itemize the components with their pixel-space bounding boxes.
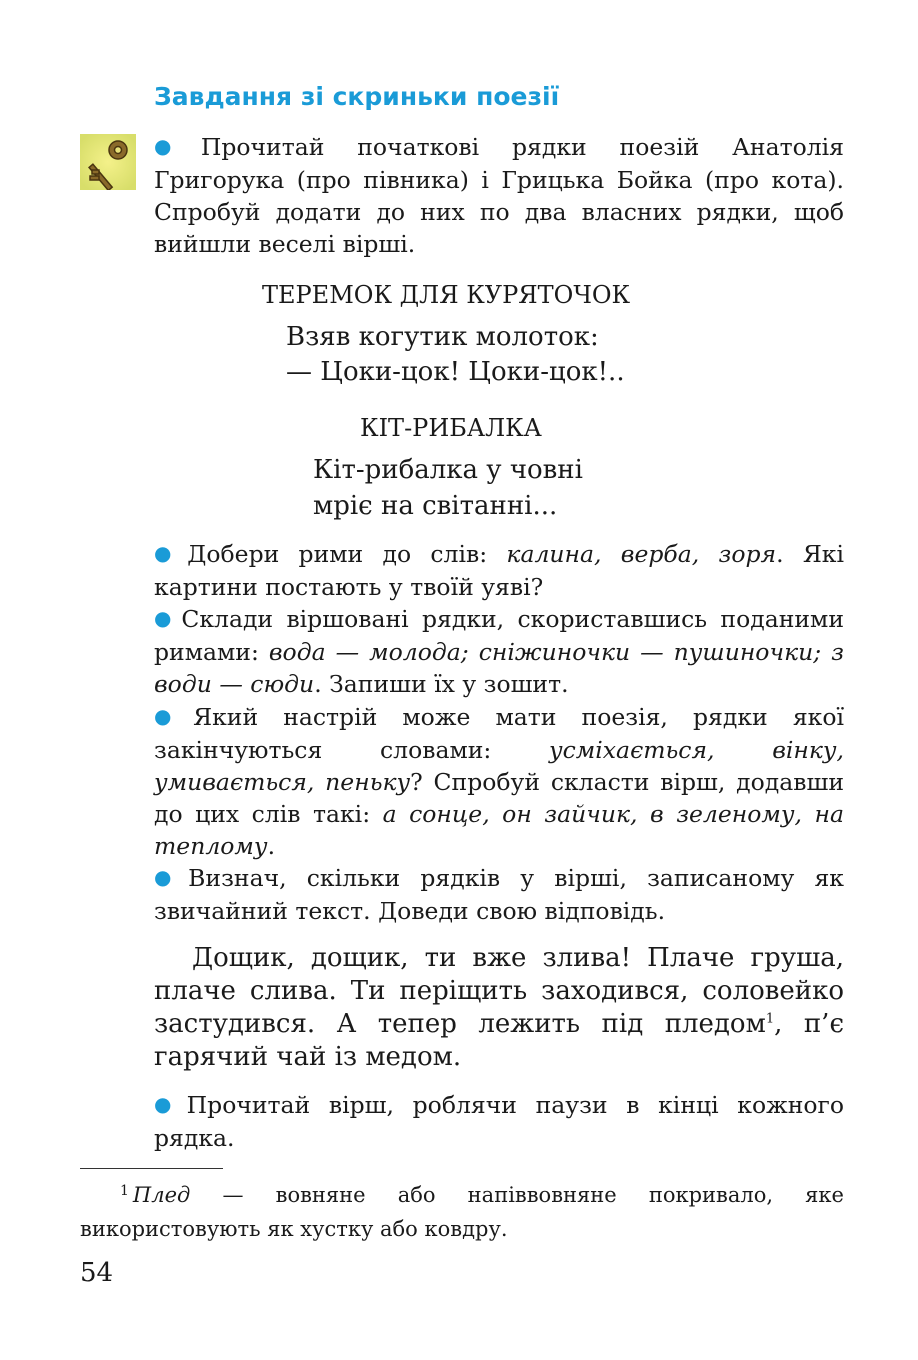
bullet-icon: ●: [154, 606, 178, 630]
prose-poem: Дощик, дощик, ти вже злива! Плаче груша, плаче слива. Ти періщить заходився, соловейко застудився. А тепер лежить під пледом$^1$, п’є гарячий чай із медом.: [154, 943, 845, 1072]
poem-line: Взяв когутик молоток:: [286, 322, 599, 352]
task-read-pauses: ● Прочитай вірш, роблячи паузи в кінці кожного рядка.: [154, 1091, 845, 1152]
poem-title: КІТ-РИБАЛКА: [360, 414, 542, 442]
task-count-lines: ● Визнач, скільки рядків у вірші, записаному як звичайний текст. Доведи свою відповідь.: [154, 864, 844, 925]
poem-title: ТЕРЕМОК ДЛЯ КУРЯТОЧОК: [262, 281, 631, 309]
bullet-icon: ●: [154, 865, 185, 889]
task-rhymes: ● Добери рими до слів: калина, верба, зоря. Які картини постають у твоїй уяві?: [154, 540, 845, 601]
task-read-poems: ● Прочитай початкові рядки поезій Анатолія Григорука (про півника) і Грицька Бойка (про кота). Спробуй додати до них по два власних рядки, щоб вийшли веселі вірші.: [154, 133, 844, 258]
footnote-divider: [80, 1168, 223, 1169]
task-mood: ● Який настрій може мати поезія, рядки якої закінчуються словами: усміхається, вінку, умивається, пеньку? Спробуй скласти вірш, додавши до цих слів такі: а сонце, он зайчик, в зеленому, на теплому.: [154, 703, 844, 860]
poem-line: мріє на світанні...: [313, 491, 558, 521]
bullet-icon: ●: [154, 541, 184, 565]
bullet-icon: ●: [154, 1092, 183, 1116]
task-compose-lines: ● Склади віршовані рядки, скориставшись поданими римами: вода — молода; сніжиночки — пушиночки; з води — сюди. Запиши їх у зошит.: [154, 605, 844, 698]
key-icon: [80, 134, 136, 190]
poem-line: — Цоки-цок! Цоки-цок!..: [286, 357, 625, 387]
page-number: 54: [80, 1258, 114, 1288]
bullet-icon: ●: [154, 704, 190, 728]
footnote: $^1$ Плед — вовняне або напіввовняне покривало, яке використовують як хустку або ковдру.: [80, 1183, 844, 1241]
bullet-icon: ●: [154, 134, 197, 158]
poem-line: Кіт-рибалка у човні: [313, 455, 583, 485]
section-heading: Завдання зі скриньки поезії: [154, 82, 560, 111]
